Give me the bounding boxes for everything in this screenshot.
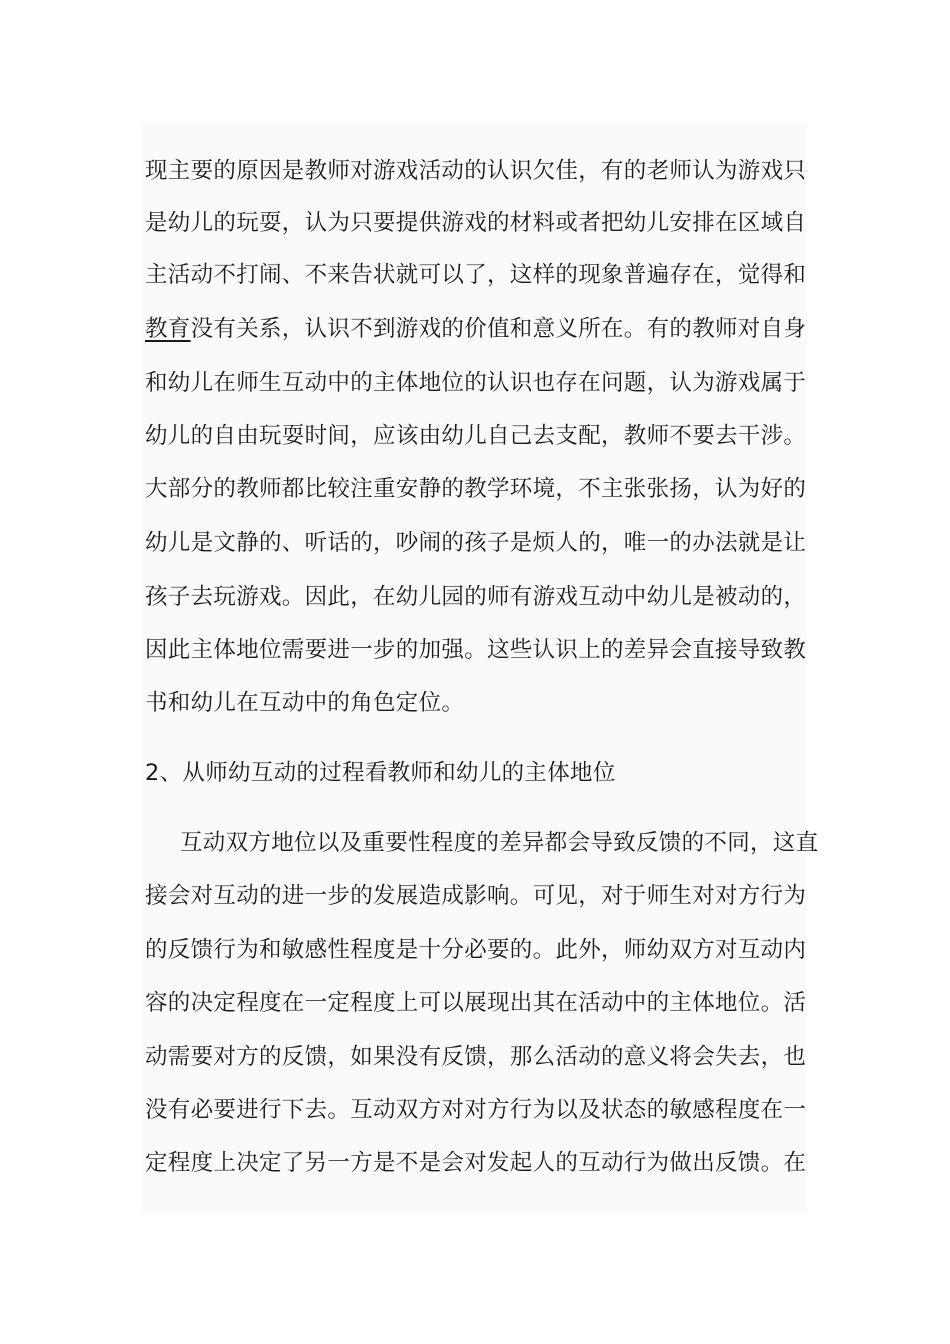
paragraph-1-line-8: 幼儿是文静的、听话的，吵闹的孩子是烦人的，唯一的办法就是让: [145, 530, 807, 556]
paragraph-2-line-6: 没有必要进行下去。互动双方对对方行为以及状态的敏感程度在一: [145, 1097, 807, 1123]
paragraph-1-line-10: 因此主体地位需要进一步的加强。这些认识上的差异会直接导致教: [145, 637, 807, 663]
paragraph-1-line-6: 幼儿的自由玩耍时间，应该由幼儿自己去支配，教师不要去干涉。: [145, 423, 807, 449]
paragraph-1-line-7: 大部分的教师都比较注重安静的教学环境，不主张张扬，认为好的: [145, 476, 807, 502]
paragraph-1-line-2: 是幼儿的玩耍，认为只要提供游戏的材料或者把幼儿安排在区域自: [145, 210, 807, 236]
paragraph-2-line-4: 容的决定程度在一定程度上可以展现出其在活动中的主体地位。活: [145, 990, 807, 1016]
paragraph-2-line-5: 动需要对方的反馈，如果没有反馈，那么活动的意义将会失去，也: [145, 1044, 807, 1070]
paragraph-2-line-1: 互动双方地位以及重要性程度的差异都会导致反馈的不同，这直: [180, 830, 819, 856]
section-heading-2: 2、从师幼互动的过程看教师和幼儿的主体地位: [145, 760, 616, 786]
paragraph-2-line-7: 定程度上决定了另一方是不是会对发起人的互动行为做出反馈。在: [145, 1150, 807, 1176]
paragraph-1-line-9: 孩子去玩游戏。因此，在幼儿园的师有游戏互动中幼儿是被动的，: [145, 584, 807, 610]
paragraph-1-line-11: 书和幼儿在互动中的角色定位。: [145, 690, 465, 716]
paragraph-1-line-5: 和幼儿在师生互动中的主体地位的认识也存在问题，认为游戏属于: [145, 370, 807, 396]
education-link[interactable]: 教育: [145, 316, 191, 342]
paragraph-1-line-4-rest: 没有关系，认识不到游戏的价值和意义所在。有的教师对自身: [190, 316, 807, 342]
paragraph-1-line-3: 主活动不打闹、不来告状就可以了，这样的现象普遍存在，觉得和: [145, 262, 807, 288]
paragraph-2-line-3: 的反馈行为和敏感性程度是十分必要的。此外，师幼双方对互动内: [145, 937, 807, 963]
paragraph-1-line-4: [145, 312, 806, 346]
paragraph-2-line-2: 接会对互动的进一步的发展造成影响。可见，对于师生对对方行为: [145, 883, 807, 909]
paragraph-1-line-1: 现主要的原因是教师对游戏活动的认识欠佳，有的老师认为游戏只: [145, 158, 807, 184]
